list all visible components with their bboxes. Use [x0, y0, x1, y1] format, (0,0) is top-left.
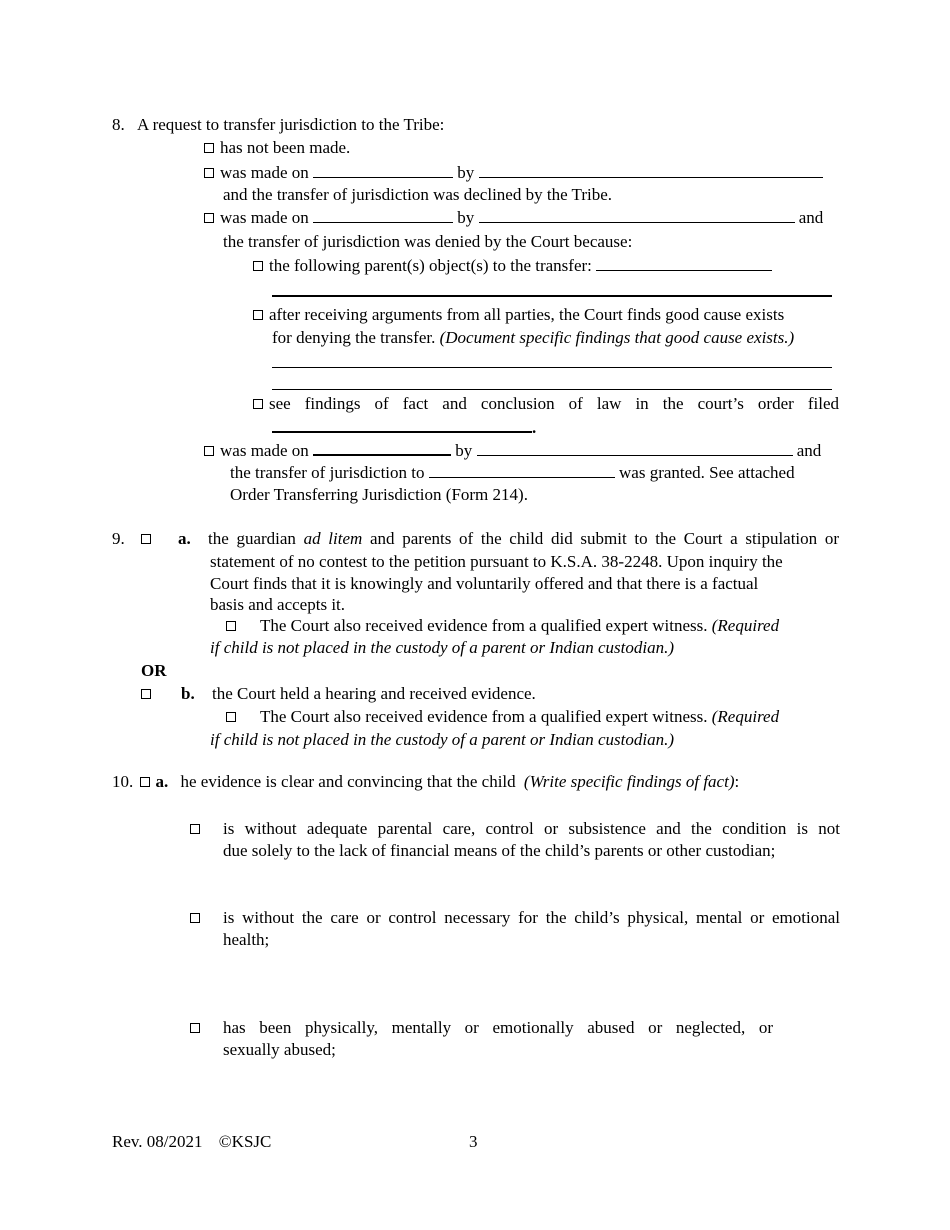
s10-f2-checkbox[interactable] — [190, 913, 200, 923]
s9-b-letter: b. — [181, 684, 195, 703]
s8-good-cause-line1: after receiving arguments from all parties, the Court finds good cause exists — [269, 305, 785, 324]
s9-b-label — [181, 683, 195, 704]
s8-option-declined — [204, 162, 840, 183]
s9-a-line1 — [208, 528, 839, 549]
s8-granted-see-attached: was granted. See attached — [619, 463, 795, 482]
s8-granted-form: Order Transferring Jurisdiction (Form 214). — [230, 485, 528, 504]
s8-intro-line — [112, 114, 444, 135]
s9-b-checkbox-wrap — [141, 683, 157, 704]
s8-not-made-checkbox[interactable] — [204, 143, 214, 153]
s10-f2-line1: is without the care or control necessary for the child’s physical, mental or emotional — [223, 908, 840, 927]
s8-option-denied — [204, 207, 840, 228]
s10-f3-line2: sexually abused; — [223, 1040, 336, 1059]
s10-header — [112, 771, 739, 792]
s8-granted-line2 — [230, 462, 795, 483]
s8-parent-objects-checkbox[interactable] — [253, 261, 263, 271]
s8-declined-made-on: was made on — [220, 163, 309, 182]
s10-intro-colon: : — [734, 772, 740, 791]
s10-f1-checkbox-wrap — [190, 818, 206, 839]
s9-b-expert-line — [226, 706, 779, 727]
s10-intro-instruction: (Write specific findings of fact) — [523, 772, 735, 791]
s9-a-guardian: the guardian — [208, 529, 296, 548]
footer-revision — [112, 1131, 271, 1152]
s10-f1-checkbox[interactable] — [190, 824, 200, 834]
s9-a-line2: statement of no contest to the petition pursuant to K.S.A. 38-2248. Upon inquiry the — [210, 552, 783, 571]
s9-b-required: (Required — [711, 707, 780, 726]
s10-f3-checkbox-wrap — [190, 1017, 206, 1038]
s9-a-checkbox[interactable] — [141, 534, 151, 544]
s10-number: 10. — [112, 772, 134, 791]
s9-b-text: the Court held a hearing and received evidence. — [212, 684, 536, 703]
s9-a-line3: Court finds that it is knowingly and voluntarily offered and that there is a factual — [210, 574, 759, 593]
s10-f2-checkbox-wrap — [190, 907, 206, 928]
s8-good-cause-line2 — [272, 327, 794, 348]
s8-sub-see-findings — [253, 393, 839, 414]
s8-declined-by-field[interactable] — [479, 162, 823, 178]
s8-granted-made-on: was made on — [220, 441, 309, 460]
s9-number: 9. — [112, 529, 125, 548]
s9-b-required-text: if child is not placed in the custody of a parent or Indian custodian.) — [210, 730, 674, 749]
s10-f3-line1: has been physically, mentally or emotionally abused or neglected, or — [223, 1018, 773, 1037]
s8-option-not-made — [204, 137, 350, 158]
s10-f3-checkbox[interactable] — [190, 1023, 200, 1033]
s8-parent-objects-field[interactable] — [596, 255, 772, 271]
s9-a-ad-litem: ad litem — [303, 529, 363, 548]
s8-granted-transfer-to: the transfer of jurisdiction to — [230, 463, 425, 482]
s9-a-label — [178, 528, 191, 549]
footer-page-number: 3 — [469, 1132, 478, 1151]
s8-declined-checkbox[interactable] — [204, 168, 214, 178]
s8-good-cause-checkbox[interactable] — [253, 310, 263, 320]
s8-denied-by-field[interactable] — [479, 207, 795, 223]
s8-good-cause-findings-line2[interactable] — [272, 389, 832, 390]
s9-b-expert-checkbox[interactable] — [226, 712, 236, 722]
footer-copyright: ©KSJC — [218, 1132, 272, 1151]
s8-order-filed-field[interactable] — [272, 416, 532, 433]
s8-granted-and: and — [796, 441, 822, 460]
s8-number: 8. — [112, 115, 125, 134]
s8-denied-checkbox[interactable] — [204, 213, 214, 223]
s9-a-line4: basis and accepts it. — [210, 595, 346, 614]
s8-not-made-label: has not been made. — [220, 138, 351, 157]
s8-declined-date-field[interactable] — [313, 162, 453, 178]
s8-granted-by-field[interactable] — [477, 440, 793, 456]
s9-b-checkbox[interactable] — [141, 689, 151, 699]
s10-a-checkbox[interactable] — [140, 777, 150, 787]
s10-f1-line1: is without adequate parental care, control or subsistence and the condition is not — [223, 819, 840, 838]
s8-parent-objects-label: the following parent(s) object(s) to the transfer: — [269, 256, 592, 275]
s8-denied-by: by — [457, 208, 475, 227]
s8-granted-tribe-field[interactable] — [429, 462, 615, 478]
s8-granted-date-field[interactable] — [313, 439, 451, 456]
s9-a-checkbox-wrap — [141, 528, 157, 549]
s8-good-cause-denying: for denying the transfer. — [272, 328, 436, 347]
s8-denied-text: the transfer of jurisdiction was denied by the Court because: — [223, 232, 633, 251]
s8-see-findings-period: . — [532, 418, 537, 437]
s8-declined-text: and the transfer of jurisdiction was declined by the Tribe. — [223, 185, 613, 204]
s9-a-required: (Required — [711, 616, 780, 635]
s9-a-letter: a. — [178, 529, 191, 548]
s8-granted-by: by — [455, 441, 473, 460]
s10-intro: he evidence is clear and convincing that the child — [180, 772, 516, 791]
s8-intro: A request to transfer jurisdiction to the Tribe: — [137, 115, 445, 134]
s8-declined-by: by — [457, 163, 475, 182]
s8-good-cause-findings-line1[interactable] — [272, 367, 832, 368]
s10-f2-line2: health; — [223, 930, 270, 949]
s8-see-findings-date — [272, 416, 536, 438]
s9-or — [141, 660, 167, 681]
s8-option-granted — [204, 439, 840, 461]
s9-a-stipulation: and parents of the child did submit to the Court a stipulation or — [370, 529, 840, 548]
s9-a-expert-checkbox[interactable] — [226, 621, 236, 631]
s9-or-text: OR — [141, 661, 167, 680]
s8-denied-date-field[interactable] — [313, 207, 453, 223]
s10-a-letter: a. — [155, 772, 169, 791]
s8-denied-and: and — [798, 208, 824, 227]
s9-a-expert-line — [226, 615, 779, 636]
s8-denied-made-on: was made on — [220, 208, 309, 227]
s8-see-findings-label: see findings of fact and conclusion of law in the court’s order filed — [269, 394, 839, 413]
s9-a-required-cont — [210, 637, 674, 658]
s8-sub-good-cause — [253, 304, 784, 325]
s9-b-expert-text: The Court also received evidence from a qualified expert witness. — [260, 707, 708, 726]
s9-b-required-cont — [210, 729, 674, 750]
s8-good-cause-instruction: (Document specific findings that good cause exists.) — [439, 328, 795, 347]
s9-a-required-text: if child is not placed in the custody of a parent or Indian custodian.) — [210, 638, 674, 657]
s10-f1-line2: due solely to the lack of financial means of the child’s parents or other custodian; — [223, 841, 776, 860]
footer-rev-date: Rev. 08/2021 — [112, 1132, 203, 1151]
s8-see-findings-checkbox[interactable] — [253, 399, 263, 409]
s8-granted-checkbox[interactable] — [204, 446, 214, 456]
s8-parent-objects-line2[interactable] — [272, 295, 832, 297]
s8-sub-parent-objects — [253, 255, 772, 276]
s9-a-expert-text: The Court also received evidence from a qualified expert witness. — [260, 616, 708, 635]
